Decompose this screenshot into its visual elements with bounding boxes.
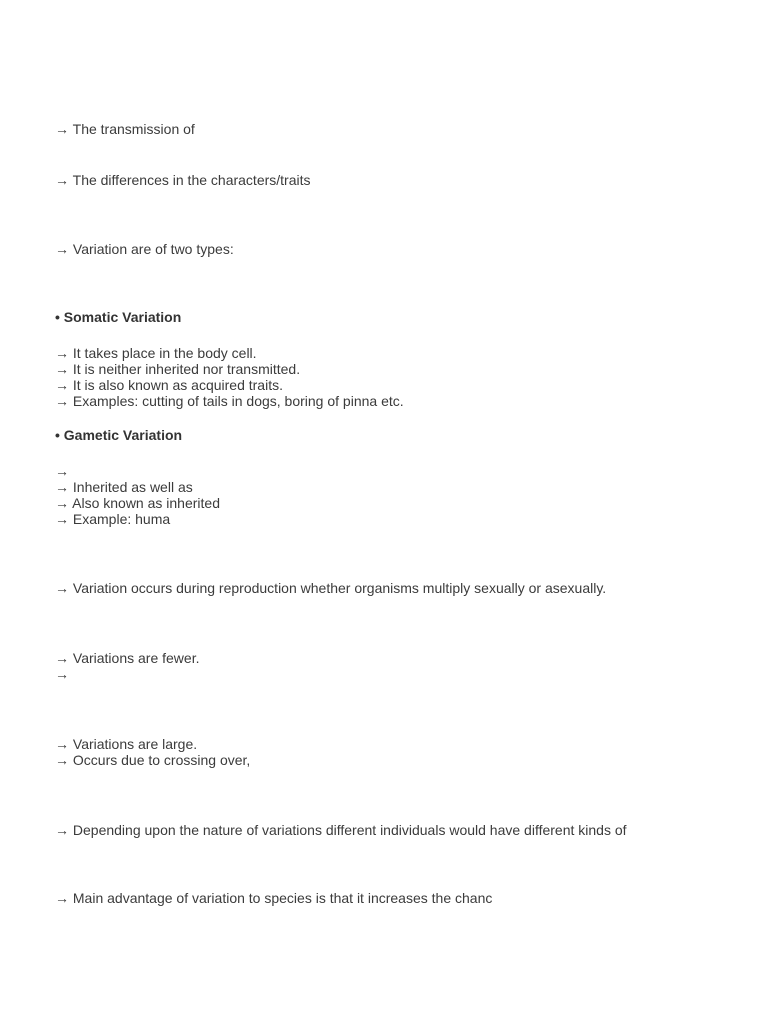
nature-text: → Depending upon the nature of variations different individuals would have different kinds of bbox=[55, 822, 627, 838]
somatic-point: → It is also known as acquired traits. bbox=[55, 377, 283, 393]
transmission-text: → The transmission of bbox=[55, 121, 195, 137]
asexual-point: → Variations are fewer. bbox=[55, 650, 200, 666]
gametic-point: → Also known as inherited bbox=[55, 495, 220, 511]
somatic-point: → It takes place in the body cell. bbox=[55, 345, 257, 361]
somatic-point: → It is neither inherited nor transmitted. bbox=[55, 361, 301, 377]
reproduction-text: → Variation occurs during reproduction whether organisms multiply sexually or asexually. bbox=[55, 580, 607, 596]
advantage-text: → Main advantage of variation to species is that it increases the chanc bbox=[55, 890, 493, 906]
gametic-point: → Inherited as well as bbox=[55, 479, 193, 495]
somatic-point: → Examples: cutting of tails in dogs, boring of pinna etc. bbox=[55, 393, 404, 409]
gametic-variation-heading: • Gametic Variation bbox=[55, 427, 183, 443]
asexual-point: → bbox=[55, 666, 69, 682]
gametic-point: → Example: huma bbox=[55, 511, 171, 527]
differences-text: → The differences in the characters/traits bbox=[55, 172, 311, 188]
variation-types-text: → Variation are of two types: bbox=[55, 241, 234, 257]
gametic-point: → bbox=[55, 463, 69, 479]
somatic-variation-heading: • Somatic Variation bbox=[55, 309, 182, 325]
sexual-point: → Occurs due to crossing over, bbox=[55, 752, 251, 768]
sexual-point: → Variations are large. bbox=[55, 736, 198, 752]
